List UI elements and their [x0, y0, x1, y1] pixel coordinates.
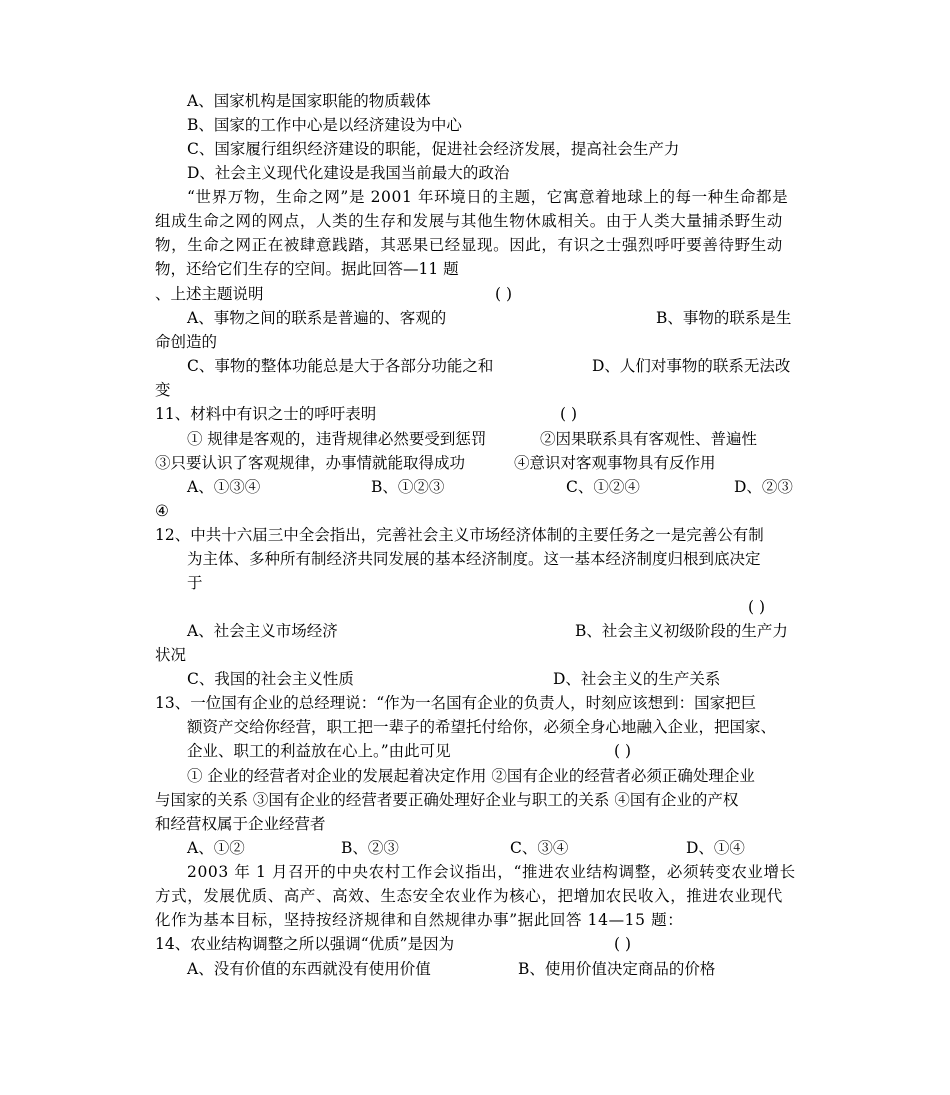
q13-statements-line-3: 和经营权属于企业经营者 [155, 815, 326, 833]
theme-question-stem: 、上述主题说明 [155, 285, 264, 303]
passage2-line-2: 方式，发展优质、高产、高效、生态安全农业作为核心，把增加农民收入，推进农业现代 [155, 887, 783, 905]
q13-option-b: B、②③ [341, 839, 399, 857]
q10-option-c: C、国家履行组织经济建设的职能，促进社会经济发展，提高社会生产力 [187, 140, 680, 158]
passage2-line-1: 2003 年 1 月召开的中央农村工作会议指出，“推进农业结构调整，必须转变农业增长 [187, 863, 796, 881]
q13-statements-line-2: 与国家的关系 ③国有企业的经营者要正确处理好企业与职工的关系 ④国有企业的产权 [155, 791, 739, 809]
q11-option-a: A、①③④ [187, 478, 261, 496]
q12-stem-line-3: 于 [187, 574, 203, 592]
q11-option-d-cont: ④ [155, 502, 169, 520]
q14-stem: 14、农业结构调整之所以强调“优质”是因为 [155, 935, 455, 953]
theme-option-d-cont: 变 [155, 381, 171, 399]
q12-option-c: C、我国的社会主义性质 [187, 670, 354, 688]
q12-option-b-cont: 状况 [155, 646, 187, 664]
q11-option-c: C、①②④ [566, 478, 640, 496]
q14-option-b: B、使用价值决定商品的价格 [518, 960, 716, 978]
q11-option-b: B、①②③ [371, 478, 445, 496]
passage1-line-2: 组成生命之网的网点，人类的生存和发展与其他生物休戚相关。由于人类大量捕杀野生动 [155, 212, 783, 230]
passage1-line-3: 物，生命之网正在被肆意践踏，其恶果已经显现。因此，有识之士强烈呼吁要善待野生动 [155, 236, 783, 254]
q13-statements-line-1: ① 企业的经营者对企业的发展起着决定作用 ②国有企业的经营者必须正确处理企业 [187, 767, 755, 785]
theme-option-a: A、事物之间的联系是普遍的、客观的 [187, 309, 447, 327]
q11-stem: 11、材料中有识之士的呼吁表明 [155, 405, 377, 423]
theme-question-answer-paren: ( ) [495, 285, 513, 303]
q11-statement-2: ②因果联系具有客观性、普遍性 [540, 430, 758, 448]
q12-stem-line-1: 12、中共十六届三中全会指出，完善社会主义市场经济体制的主要任务之一是完善公有制 [155, 526, 764, 544]
passage2-line-3: 化作为基本目标，坚持按经济规律和自然规律办事”据此回答 14—15 题： [155, 911, 684, 929]
passage1-line-1: “世界万物，生命之网”是 2001 年环境日的主题，它寓意着地球上的每一种生命都是 [187, 188, 789, 206]
q11-answer-paren: ( ) [560, 405, 578, 423]
theme-option-d: D、人们对事物的联系无法改 [592, 357, 791, 375]
q11-statement-4: ④意识对客观事物具有反作用 [514, 454, 716, 472]
q13-answer-paren: ( ) [614, 742, 632, 760]
q12-option-d: D、社会主义的生产关系 [553, 670, 721, 688]
q14-answer-paren: ( ) [614, 935, 632, 953]
q10-option-b: B、国家的工作中心是以经济建设为中心 [187, 116, 462, 134]
q13-stem-line-3: 企业、职工的利益放在心上。”由此可见 [187, 742, 451, 760]
theme-option-b: B、事物的联系是生 [656, 309, 792, 327]
q12-option-b: B、社会主义初级阶段的生产力 [575, 622, 788, 640]
q13-option-d: D、①④ [686, 839, 745, 857]
q12-stem-line-2: 为主体、多种所有制经济共同发展的基本经济制度。这一基本经济制度归根到底决定 [187, 550, 761, 568]
theme-option-b-cont: 命创造的 [155, 333, 218, 351]
passage1-line-4: 物，还给它们生存的空间。据此回答—11 题 [155, 260, 459, 278]
q13-option-a: A、①② [187, 839, 245, 857]
q10-option-d: D、社会主义现代化建设是我国当前最大的政治 [187, 164, 510, 182]
q10-option-a: A、国家机构是国家职能的物质载体 [187, 92, 431, 110]
theme-option-c: C、事物的整体功能总是大于各部分功能之和 [187, 357, 494, 375]
q13-stem-line-1: 13、一位国有企业的总经理说：“作为一名国有企业的负责人，时刻应该想到：国家把巨 [155, 694, 757, 712]
q12-answer-paren: ( ) [748, 598, 766, 616]
q11-statement-1: ① 规律是客观的，违背规律必然要受到惩罚 [187, 430, 487, 448]
q12-option-a: A、社会主义市场经济 [187, 622, 338, 640]
q14-option-a: A、没有价值的东西就没有使用价值 [187, 960, 431, 978]
q13-stem-line-2: 额资产交给你经营，职工把一辈子的希望托付给你，必须全身心地融入企业，把国家、 [187, 718, 777, 736]
q11-statement-3: ③只要认识了客观规律，办事情就能取得成功 [155, 454, 466, 472]
q11-option-d: D、②③ [734, 478, 793, 496]
q13-option-c: C、③④ [510, 839, 569, 857]
